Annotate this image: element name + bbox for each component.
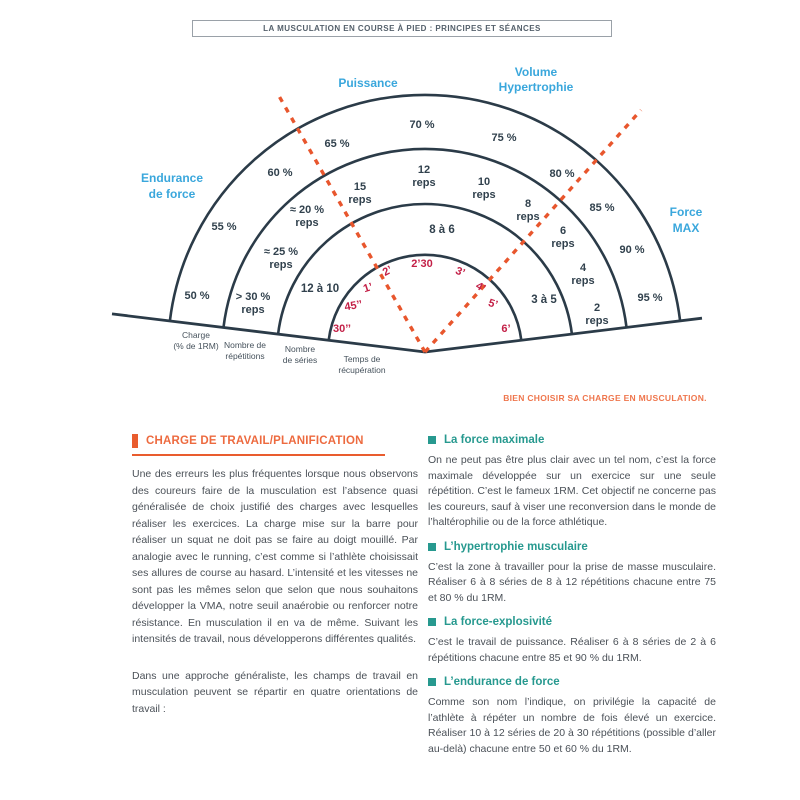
paragraph: C’est le travail de puissance. Réaliser 6 à 8 séries de 2 à 6 répétitions chacune entre 85 et 90 % du 1RM. bbox=[428, 636, 716, 664]
reps-value: > 30 % bbox=[235, 291, 271, 303]
subsection-heading-text: La force-explosivité bbox=[444, 616, 553, 628]
recovery-value: 6’ bbox=[501, 323, 511, 335]
zone-label-volume-line2: Hypertrophie bbox=[498, 80, 574, 94]
recovery-value: 1’ bbox=[361, 281, 375, 296]
reps-unit: reps bbox=[516, 211, 540, 223]
figure-caption: BIEN CHOISIR SA CHARGE EN MUSCULATION. bbox=[503, 393, 707, 403]
paragraph: Dans une approche généraliste, les champs de travail en musculation peuvent se répartir en quatre orientations de travail : bbox=[132, 669, 418, 715]
subsection-heading-hypertrophie bbox=[428, 541, 716, 553]
square-bullet-icon bbox=[428, 618, 436, 626]
square-bullet-icon bbox=[428, 543, 436, 551]
zone-label-endurance-line1: Endurance bbox=[140, 171, 204, 185]
series-value: 8 à 6 bbox=[429, 224, 455, 236]
subsection-heading-force-explosivite bbox=[428, 616, 716, 628]
charge-value: 85 % bbox=[589, 202, 615, 214]
charge-value: 90 % bbox=[619, 244, 645, 256]
reps-unit: reps bbox=[472, 189, 496, 201]
reps-value: 15 bbox=[353, 181, 367, 193]
paragraph: C’est la zone à travailler pour la prise de masse musculaire. Réaliser 6 à 8 séries de 8 à 12 répétitions chacune entre 75 et 80 % du 1RM. bbox=[428, 560, 716, 604]
subsection-heading-force-maximale bbox=[428, 434, 716, 446]
reps-value: 8 bbox=[524, 198, 532, 210]
axis-label-recovery-line1: Temps de bbox=[343, 354, 381, 364]
axis-label-charge-line2: (% de 1RM) bbox=[173, 341, 219, 351]
axis-label-charge-line1: Charge bbox=[182, 330, 210, 340]
charge-value: 65 % bbox=[324, 138, 350, 150]
subsection-heading-endurance-de-force bbox=[428, 676, 716, 688]
reps-unit: reps bbox=[412, 177, 436, 189]
reps-value: 10 bbox=[477, 176, 491, 188]
axis-label-repetitions-line1: Nombre de bbox=[223, 340, 267, 350]
reps-unit: reps bbox=[348, 194, 372, 206]
charge-value: 70 % bbox=[409, 119, 435, 131]
series-value: 12 à 10 bbox=[300, 283, 340, 295]
axis-label-series-line1: Nombre bbox=[284, 344, 316, 354]
reps-value: 2 bbox=[593, 302, 601, 314]
recovery-value: 5’ bbox=[486, 297, 500, 312]
subsection-heading-text: L’endurance de force bbox=[444, 676, 560, 688]
zone-label-puissance: Puissance bbox=[338, 76, 398, 90]
subsection-heading-text: La force maximale bbox=[444, 434, 545, 446]
charge-value: 60 % bbox=[267, 167, 293, 179]
reps-value: ≈ 25 % bbox=[263, 246, 299, 258]
reps-unit: reps bbox=[295, 217, 319, 229]
recovery-value: 3’ bbox=[453, 264, 467, 280]
paragraph: On ne peut pas être plus clair avec un tel nom, c’est la force maximale développée sur un exercice sur une seule répétition. C’est le fameux 1RM. Cet objectif ne concerne pas les coureurs, sauf à viser une reconversion dans le monde de l’haltérophilie ou de la force athlétique. bbox=[428, 454, 716, 528]
charge-value: 55 % bbox=[211, 221, 237, 233]
paragraph: Comme son nom l’indique, on privilégie la capacité de l’athlète à répéter un nombre de fois élevé un exercice. Réaliser 10 à 12 séries de 20 à 30 répétitions (possible d’aller au-delà) chacune entre 50 et 60 % du 1RM. bbox=[428, 696, 716, 755]
section-heading-charge-de-travail bbox=[132, 434, 385, 456]
series-value: 3 à 5 bbox=[531, 294, 557, 306]
reps-value: 4 bbox=[579, 262, 587, 274]
subsection-heading-text: L’hypertrophie musculaire bbox=[444, 540, 588, 553]
square-bullet-icon bbox=[428, 436, 436, 444]
zone-label-endurance-line2: de force bbox=[148, 187, 196, 201]
reps-unit: reps bbox=[585, 315, 609, 327]
charge-value: 95 % bbox=[637, 292, 663, 304]
zone-label-force-line1: Force bbox=[669, 205, 703, 219]
axis-label-series-line2: de séries bbox=[282, 355, 318, 365]
recovery-value: 45’’ bbox=[343, 298, 364, 314]
square-bullet-icon bbox=[428, 678, 436, 686]
reps-unit: reps bbox=[571, 275, 595, 287]
recovery-value: 30’’ bbox=[333, 323, 351, 335]
heading-bar-icon bbox=[132, 434, 138, 448]
recovery-value: 4’ bbox=[473, 279, 488, 295]
charge-value: 80 % bbox=[549, 168, 575, 180]
reps-value: ≈ 20 % bbox=[289, 204, 325, 216]
charge-value: 50 % bbox=[184, 290, 210, 302]
page-header-title: LA MUSCULATION EN COURSE À PIED : PRINCIPES ET SÉANCES bbox=[263, 24, 541, 33]
axis-label-repetitions-line2: répétitions bbox=[225, 351, 265, 361]
paragraph: Une des erreurs les plus fréquentes lorsque nous observons des coureurs faire de la musculation est l’absence quasi généralisée de choix justifié des charges avec lesquelles réaliser les exercices. La charge mise sur la barre pour réaliser un squat ne doit pas se faire au doigt mouillé. Par analogie avec le running, c’est comme si l’athlète choisissait ses allures de course au hasard. L’intensité et les vitesses ne sont pas les mêmes selon que selon que nous souhaitons développer la VMA, notre seuil anaérobie ou renforcer notre résistance. En musculation il en va de même. Suivant les intensités de travail, nous développerons différentes qualités. bbox=[132, 468, 418, 645]
charge-value: 75 % bbox=[491, 132, 517, 144]
left-column bbox=[132, 434, 418, 717]
recovery-value: 2’30 bbox=[411, 258, 433, 270]
reps-unit: reps bbox=[269, 259, 293, 271]
zone-label-volume-line1: Volume bbox=[514, 65, 558, 79]
right-column bbox=[428, 434, 716, 757]
zone-label-force-line2: MAX bbox=[672, 221, 700, 235]
reps-unit: reps bbox=[551, 238, 575, 250]
reps-unit: reps bbox=[241, 304, 265, 316]
reps-value: 12 bbox=[417, 164, 431, 176]
axis-label-recovery-line2: récupération bbox=[338, 365, 386, 375]
reps-value: 6 bbox=[559, 225, 567, 237]
recovery-value: 2’ bbox=[380, 263, 395, 279]
section-heading-text: CHARGE DE TRAVAIL/PLANIFICATION bbox=[146, 435, 364, 447]
